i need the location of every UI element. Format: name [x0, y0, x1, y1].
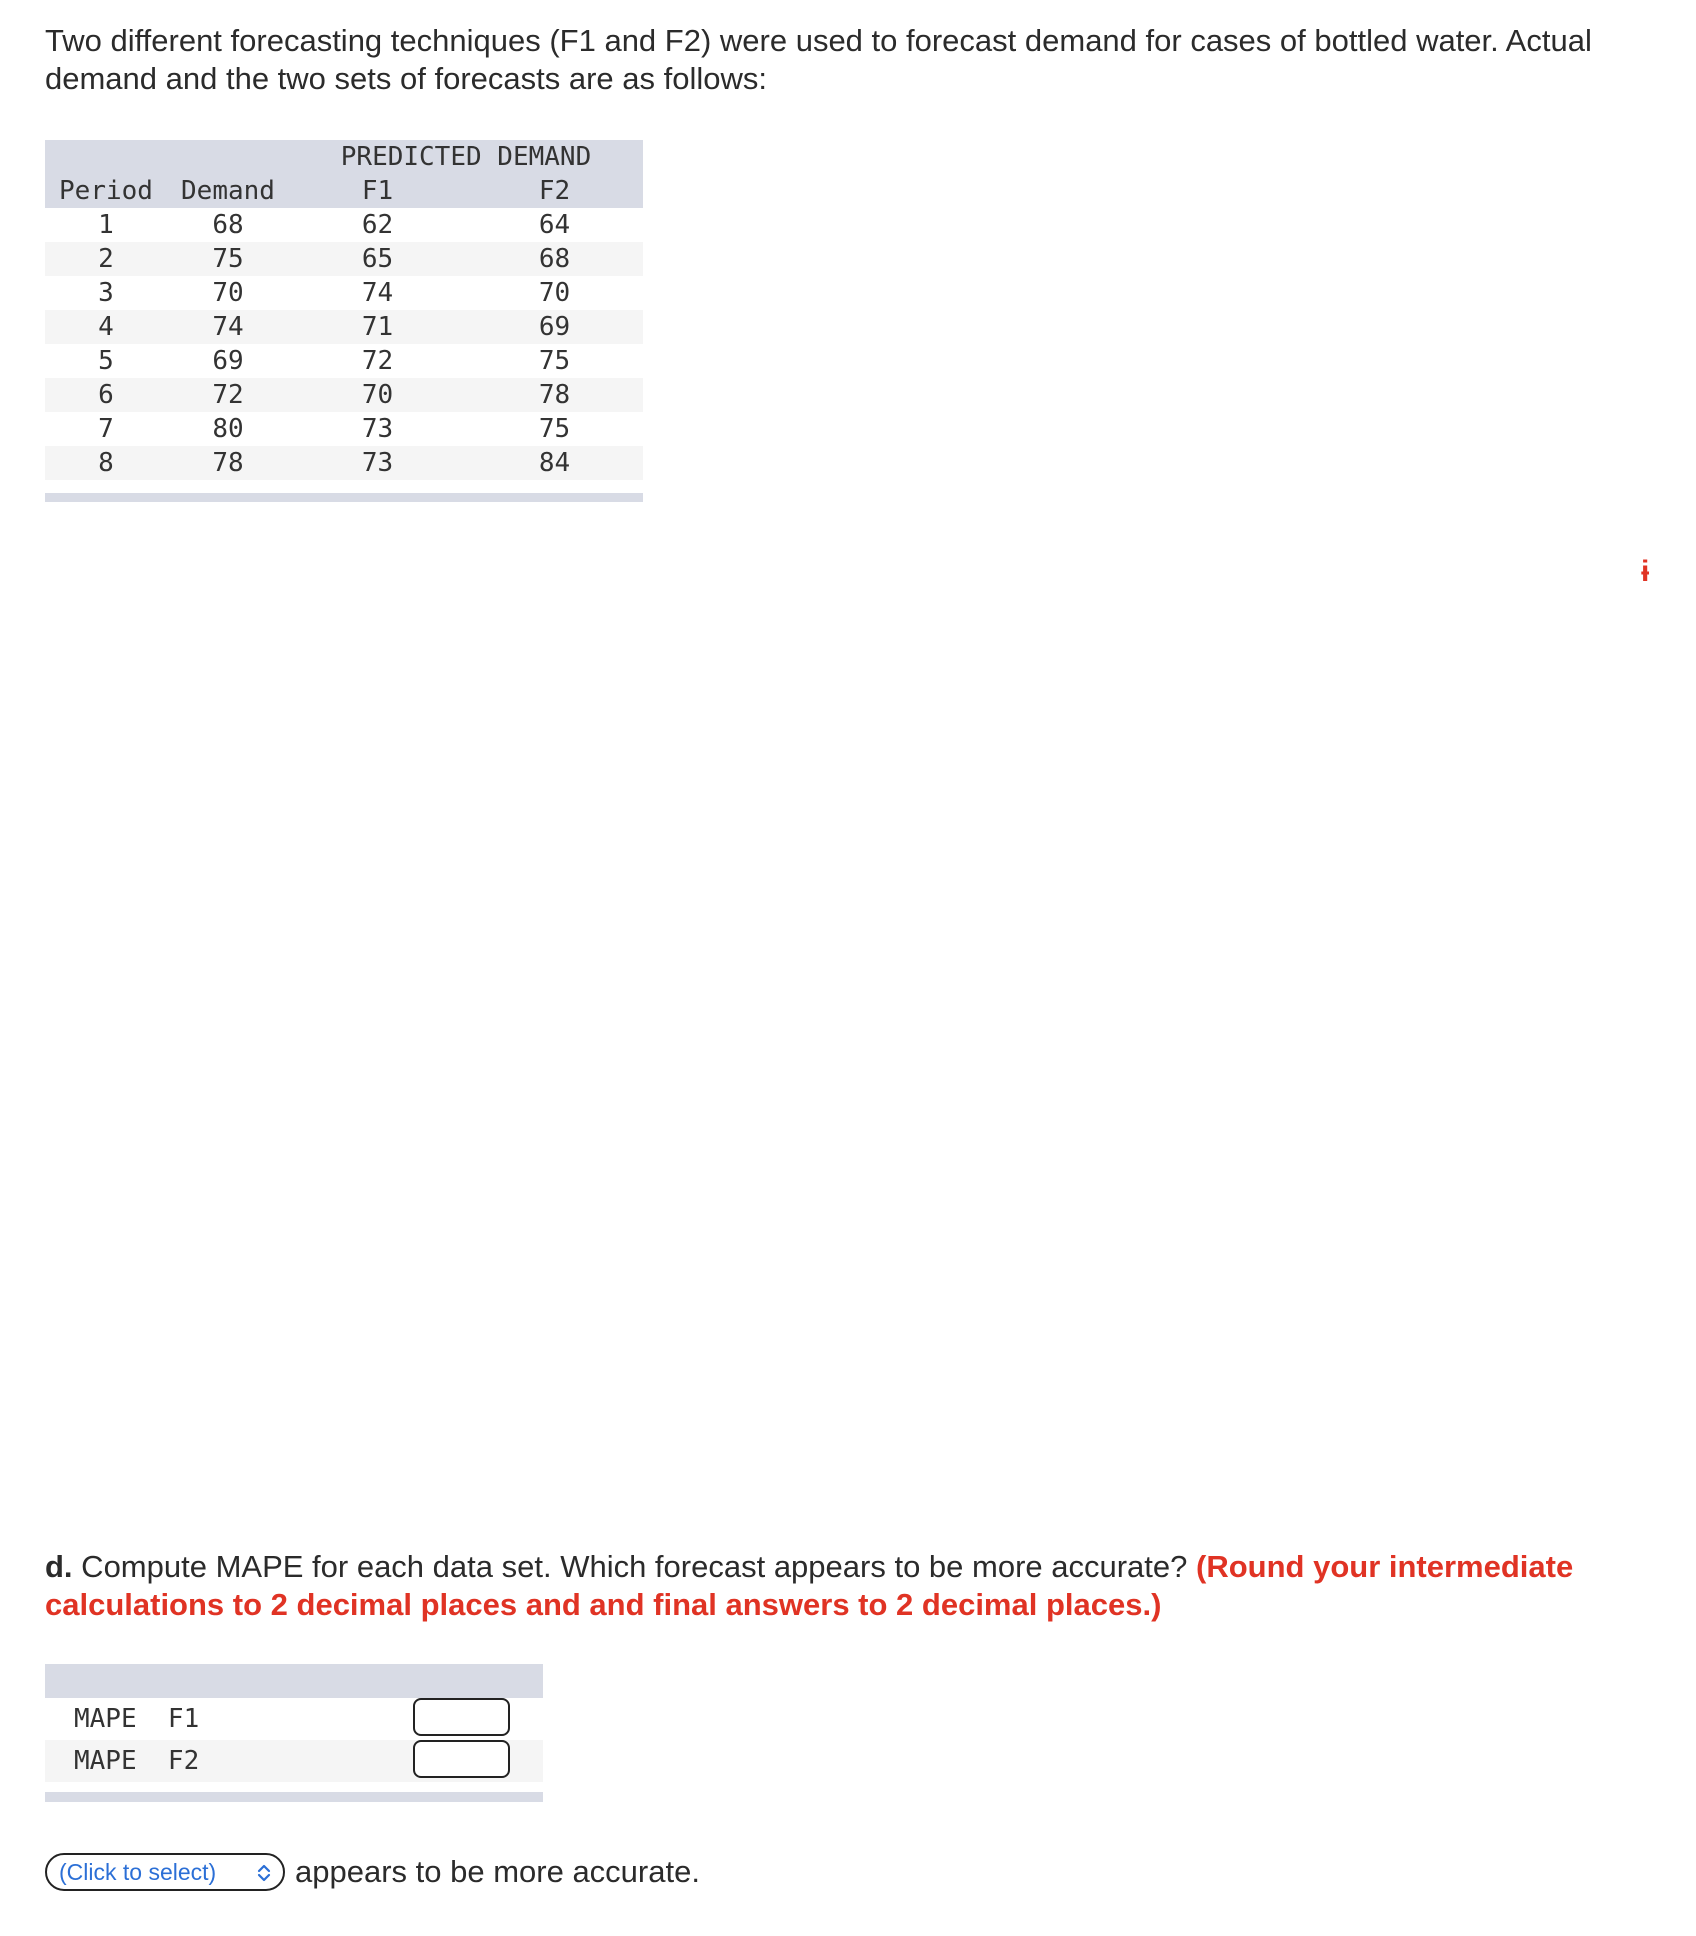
marker-glyph: ɨ [1641, 555, 1650, 588]
mape-table-header [45, 1664, 543, 1698]
forecast-select[interactable] [45, 1853, 285, 1891]
table-group-header-row [45, 140, 643, 174]
table-row [45, 446, 643, 480]
forecast-select-placeholder: (Click to select) [59, 1859, 217, 1885]
table-header-row [45, 174, 643, 208]
cell-f2: 78 [538, 380, 571, 410]
cell-period: 3 [98, 278, 114, 308]
table-row [45, 378, 643, 412]
cell-demand: 74 [212, 312, 244, 342]
table-row [45, 310, 643, 344]
cell-demand: 78 [212, 448, 244, 478]
cell-f1: 73 [361, 448, 394, 478]
cell-f2: 70 [538, 278, 571, 308]
cell-demand: 80 [212, 414, 244, 444]
demand-table [45, 140, 643, 480]
cell-f1: 65 [361, 244, 394, 274]
mape-row-f1 [45, 1698, 543, 1740]
mape-table-footer-bar [45, 1792, 543, 1802]
select-chevron-icon [253, 1861, 275, 1885]
header-demand: Demand [181, 176, 275, 206]
mape-f2-label: MAPE F2 [74, 1746, 200, 1776]
table-row [45, 344, 643, 378]
cell-demand: 72 [212, 380, 244, 410]
cell-period: 7 [98, 414, 114, 444]
cell-period: 6 [98, 380, 114, 410]
cell-demand: 68 [212, 210, 244, 240]
problem-intro: Two different forecasting techniques (F1 and F2) were used to forecast demand for cases of bottled water. Actual demand and the two sets of forecasts are as follows: [45, 23, 1592, 96]
cell-demand: 70 [212, 278, 244, 308]
cell-period: 1 [98, 210, 114, 240]
cell-period: 2 [98, 244, 114, 274]
table-row [45, 208, 643, 242]
cell-f1: 74 [361, 278, 394, 308]
table-row [45, 412, 643, 446]
predicted-demand-header: PREDICTED DEMAND [340, 142, 592, 172]
cell-f2: 68 [538, 244, 571, 274]
cell-demand: 75 [212, 244, 244, 274]
cell-f2: 69 [538, 312, 571, 342]
mape-f2-input[interactable] [413, 1740, 510, 1778]
cell-demand: 69 [212, 346, 244, 376]
question-text: Compute MAPE for each data set. Which forecast appears to be more accurate? [72, 1549, 1197, 1584]
header-f1: F1 [361, 176, 394, 206]
cell-period: 8 [98, 448, 114, 478]
question-d [45, 1548, 1645, 1624]
cell-f1: 72 [361, 346, 394, 376]
cell-f1: 73 [361, 414, 394, 444]
table-row [45, 242, 643, 276]
mape-row-f2 [45, 1740, 543, 1782]
cell-f2: 84 [538, 448, 571, 478]
cell-f2: 75 [538, 414, 571, 444]
cell-f2: 64 [538, 210, 571, 240]
mape-f1-label: MAPE F1 [74, 1704, 200, 1734]
table-row [45, 276, 643, 310]
mape-f1-input[interactable] [413, 1698, 510, 1736]
table-footer-bar [45, 493, 643, 502]
header-period: Period [59, 176, 153, 206]
answer-text: appears to be more accurate. [295, 1854, 700, 1889]
cell-period: 5 [98, 346, 114, 376]
header-f2: F2 [538, 176, 571, 206]
rounding-hint: (Round your intermediate calculations to 2 decimal places and and final answers to 2 decimal places.) [45, 1549, 1574, 1622]
question-part-label: d. [45, 1549, 73, 1584]
cell-f1: 71 [361, 312, 394, 342]
cell-f1: 70 [361, 380, 394, 410]
cell-f2: 75 [538, 346, 571, 376]
cell-f1: 62 [361, 210, 394, 240]
cell-period: 4 [98, 312, 114, 342]
